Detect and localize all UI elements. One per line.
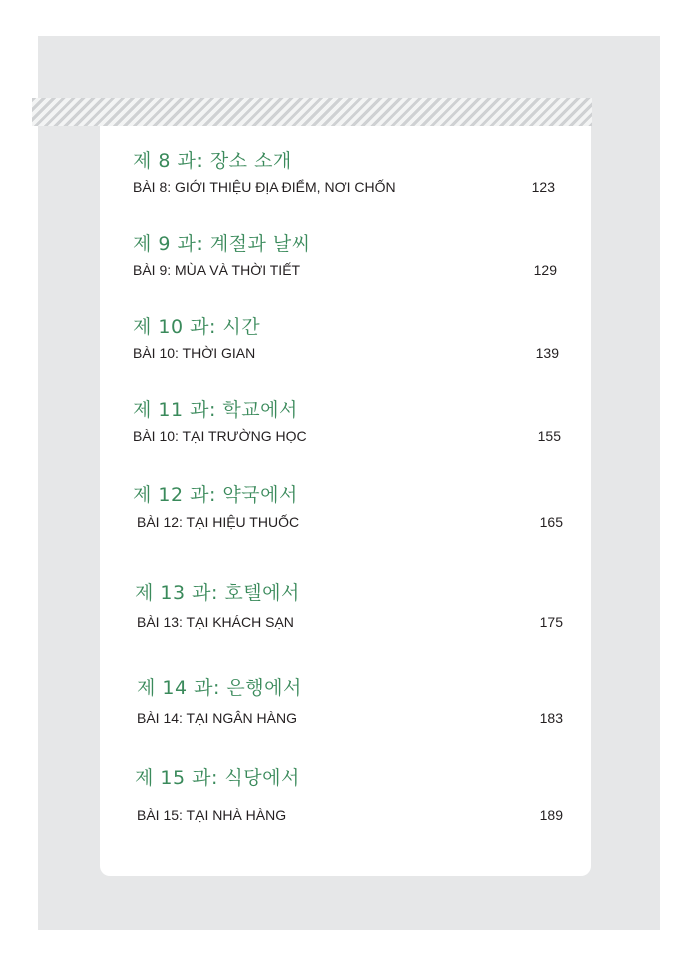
lesson-title-korean: 제 8 과: 장소 소개 (133, 150, 292, 172)
page-number: 183 (539, 710, 563, 726)
lesson-title-korean: 제 9 과: 계절과 날씨 (133, 233, 311, 255)
page-number: 175 (539, 614, 563, 630)
lesson-title-korean: 제 10 과: 시간 (133, 316, 261, 338)
lesson-title-korean: 제 13 과: 호텔에서 (135, 582, 300, 604)
lesson-title-vietnamese: BÀI 8: GIỚI THIỆU ĐỊA ĐIỂM, NƠI CHỐN (133, 179, 396, 195)
lesson-title-vietnamese: BÀI 9: MÙA VÀ THỜI TIẾT (133, 262, 301, 278)
lesson-title-korean: 제 15 과: 식당에서 (135, 767, 300, 789)
lesson-title-korean: 제 11 과: 학교에서 (133, 399, 298, 421)
lesson-title-vietnamese: BÀI 14: TẠI NGÂN HÀNG (137, 710, 298, 726)
page-number: 165 (539, 514, 563, 530)
lesson-title-vietnamese: BÀI 10: THỜI GIAN (133, 345, 256, 361)
page-number: 189 (539, 807, 563, 823)
table-of-contents-card (100, 126, 591, 876)
page-number: 129 (533, 262, 557, 278)
lesson-title-korean: 제 14 과: 은행에서 (137, 677, 302, 699)
lesson-title-vietnamese: BÀI 15: TẠI NHÀ HÀNG (137, 807, 287, 823)
striped-header-band (32, 98, 592, 126)
lesson-title-vietnamese: BÀI 10: TẠI TRƯỜNG HỌC (133, 428, 307, 444)
lesson-title-korean: 제 12 과: 약국에서 (133, 484, 298, 506)
lesson-title-vietnamese: BÀI 13: TẠI KHÁCH SẠN (137, 614, 294, 630)
page-number: 155 (537, 428, 561, 444)
page-number: 123 (531, 179, 555, 195)
page-number: 139 (535, 345, 559, 361)
lesson-title-vietnamese: BÀI 12: TẠI HIỆU THUỐC (137, 514, 300, 530)
